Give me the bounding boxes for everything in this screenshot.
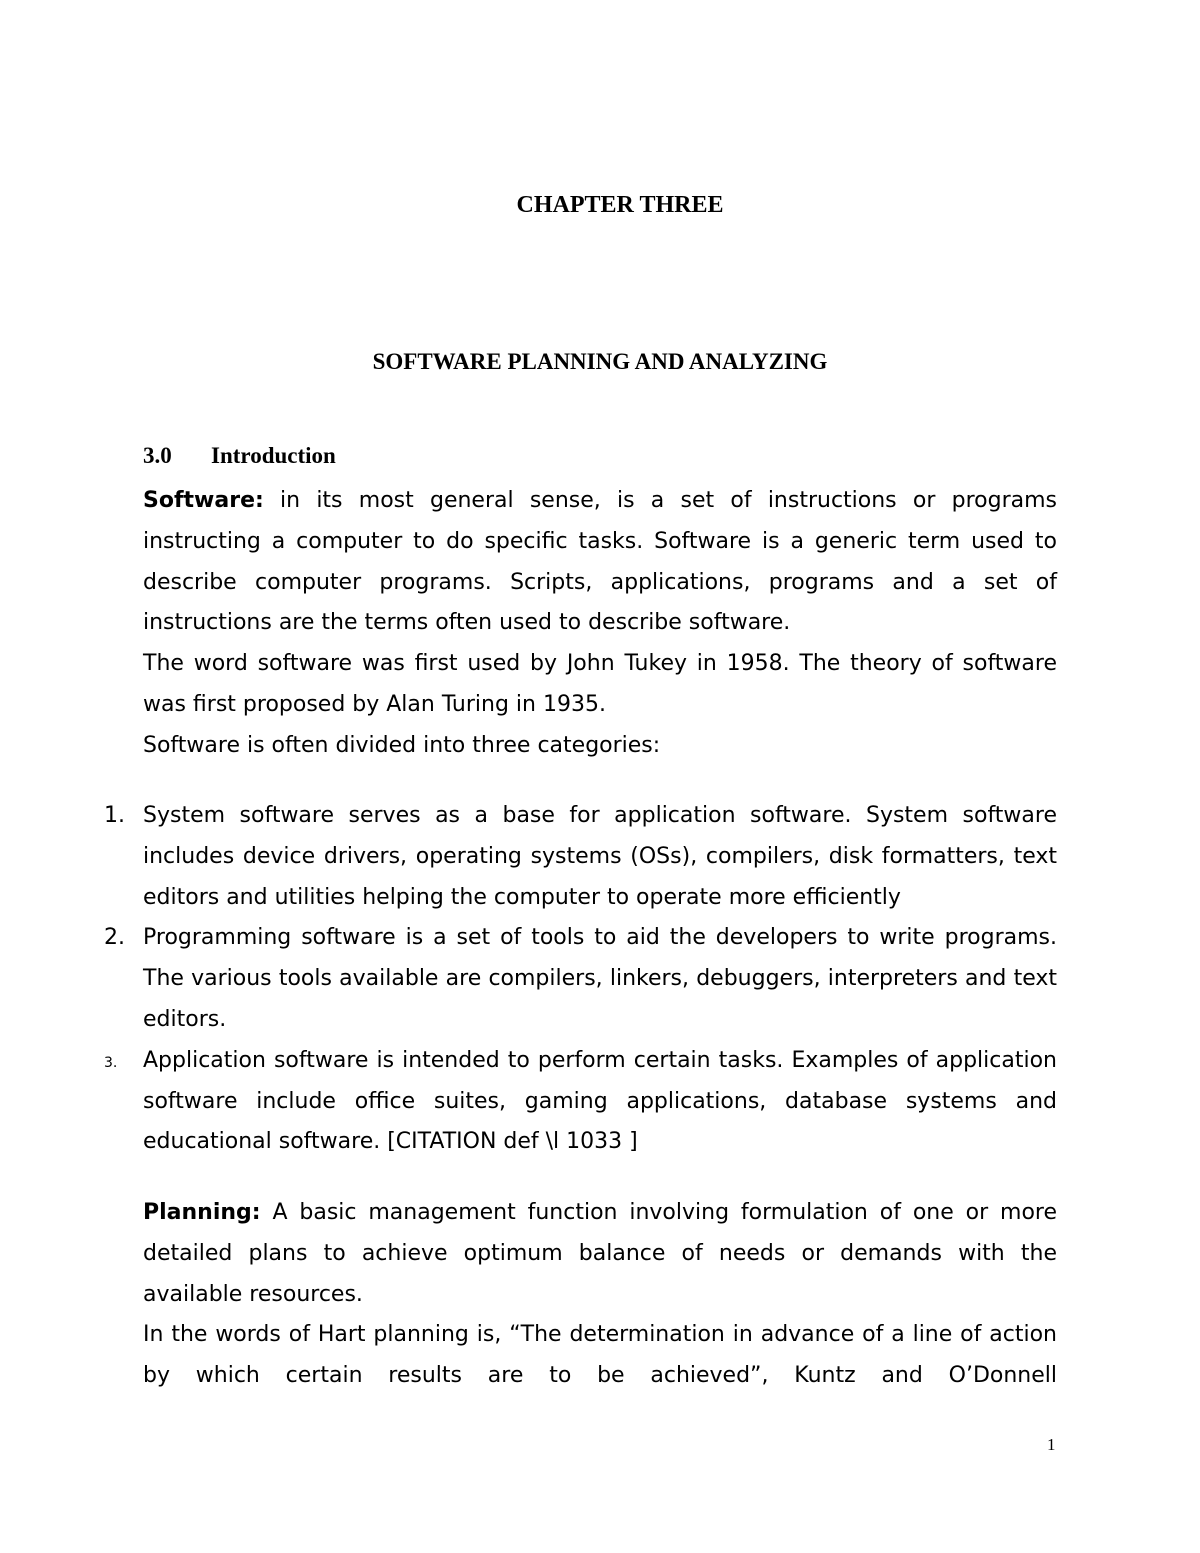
categories-intro: Software is often divided into three categories:: [143, 733, 661, 758]
main-title: SOFTWARE PLANNING AND ANALYZING: [372, 349, 828, 374]
list-item-text: Application software is intended to perform certain tasks. Examples of application software include office suites, gaming applications, database systems and educational software. [CITATION def \l 1033 ]: [143, 1047, 1057, 1155]
list-item-text: Programming software is a set of tools to aid the developers to write programs. The various tools available are compilers, linkers, debuggers, interpreters and text editors.: [143, 925, 1057, 1032]
list-item-text: System software serves as a base for application software. System software includes device drivers, operating systems (OSs), compilers, disk formatters, text editors and utilities helping the computer to operate more efficiently: [143, 803, 1057, 910]
list-item: [100, 918, 1057, 1040]
section-heading: [143, 443, 336, 469]
list-marker: 1.: [104, 803, 125, 828]
categories-list: [100, 796, 1057, 1163]
history-paragraph: The word software was first used by John Tukey in 1958. The theory of software was first proposed by Alan Turing in 1935.: [143, 651, 1057, 717]
planning-definition-text: A basic management function involving formulation of one or more detailed plans to achieve optimum balance of needs or demands with the available resources.: [143, 1200, 1057, 1307]
list-marker: 2.: [104, 925, 125, 951]
list-item: [100, 1041, 1057, 1163]
section-number: 3.0: [143, 443, 172, 468]
planning-definition-paragraph: [143, 1193, 1057, 1315]
planning-term: Planning:: [143, 1200, 261, 1225]
page-number: 1: [1047, 1435, 1056, 1454]
chapter-title: CHAPTER THREE: [516, 192, 724, 218]
list-item: [100, 796, 1057, 918]
software-definition-paragraph: [143, 481, 1057, 644]
software-term: Software:: [143, 488, 264, 513]
software-definition-text: in its most general sense, is a set of instructions or programs instructing a computer to do specific tasks. Software is a generic term used to describe computer programs. Scripts, applications, programs and a set of instructions are the terms often used to describe software.: [143, 488, 1057, 636]
hart-quote-paragraph: In the words of Hart planning is, “The determination in advance of a line of action by which certain results are to be achieved”, Kuntz and O’Donnell: [143, 1322, 1057, 1388]
list-marker: 3.: [104, 1054, 118, 1071]
section-title: Introduction: [211, 443, 336, 468]
